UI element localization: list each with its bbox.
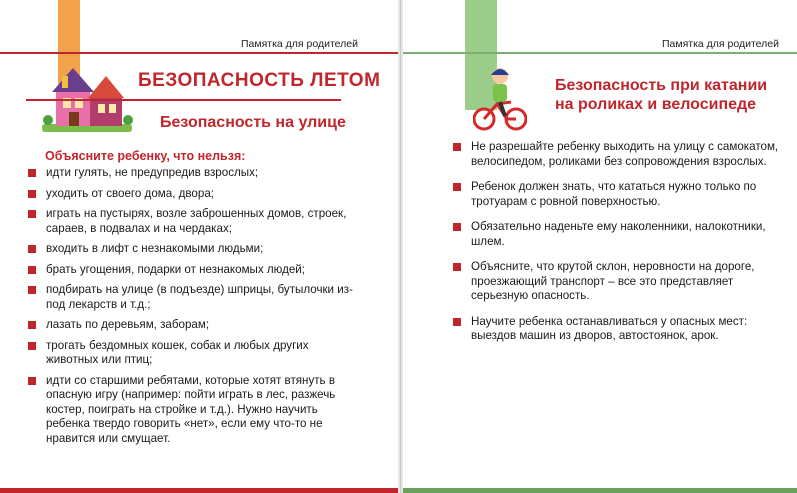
left-title: БЕЗОПАСНОСТЬ ЛЕТОМ [138,70,381,91]
list-item: входить в лифт с незнакомыми людьми; [28,242,364,257]
right-rules-list [453,140,783,355]
list-item: играть на пустырях, возле заброшенных домов, строек, сараев, в подвалах и на чердаках; [28,207,364,236]
right-bottom-bar [403,488,797,493]
list-item: брать угощения, подарки от незнакомых людей; [28,263,364,278]
list-item: Обязательно наденьте ему наколенники, налокотники, шлем. [453,220,783,249]
list-item: Не разрешайте ребенку выходить на улицу с самокатом, велосипедом, роликами без сопровождения взрослых. [453,140,783,169]
list-item: Объясните, что крутой склон, неровности на дороге, проезжающий транспорт – все это представляет серьезную опасность. [453,260,783,304]
list-item: Научите ребенка останавливаться у опасных мест: выездов машин из дворов, автостоянок, арок. [453,315,783,344]
square-bullet-icon [28,342,36,350]
square-bullet-icon [28,245,36,253]
child-cyclist-icon [473,64,527,132]
square-bullet-icon [453,183,461,191]
square-bullet-icon [28,321,36,329]
square-bullet-icon [453,223,461,231]
left-title-underline [26,99,341,101]
list-item: трогать бездомных кошек, собак и любых других животных или птиц; [28,339,364,368]
fairytale-house-icon [42,62,134,132]
square-bullet-icon [28,377,36,385]
square-bullet-icon [28,210,36,218]
left-header-label: Памятка для родителей [241,38,358,50]
square-bullet-icon [453,143,461,151]
square-bullet-icon [28,266,36,274]
right-header-rule [403,52,797,54]
right-title: Безопасность при катании на роликах и велосипеде [555,77,768,113]
square-bullet-icon [453,318,461,326]
square-bullet-icon [28,169,36,177]
right-header-label: Памятка для родителей [662,38,779,50]
list-item: идти гулять, не предупредив взрослых; [28,166,364,181]
left-subtitle: Безопасность на улице [160,114,346,131]
left-bottom-bar [0,488,398,493]
list-item: подбирать на улице (в подъезде) шприцы, бутылочки из-под лекарств и т.д.; [28,283,364,312]
square-bullet-icon [28,190,36,198]
right-page [403,0,797,493]
left-rules-list [28,166,364,452]
left-intro: Объясните ребенку, что нельзя: [45,149,246,163]
left-header-rule [0,52,398,54]
square-bullet-icon [28,286,36,294]
list-item: уходить от своего дома, двора; [28,187,364,202]
left-page [0,0,398,493]
list-item: идти со старшими ребятами, которые хотят втянуть в опасную игру (например: пойти играть в лес, разжечь костер, поиграть на стройке и т.д.). Нужно научить ребенка твердо говорить «нет», если ему что-то не нравится или смущает. [28,374,364,447]
square-bullet-icon [453,263,461,271]
list-item: лазать по деревьям, заборам; [28,318,364,333]
list-item: Ребенок должен знать, что кататься нужно только по тротуарам с ровной поверхностью. [453,180,783,209]
